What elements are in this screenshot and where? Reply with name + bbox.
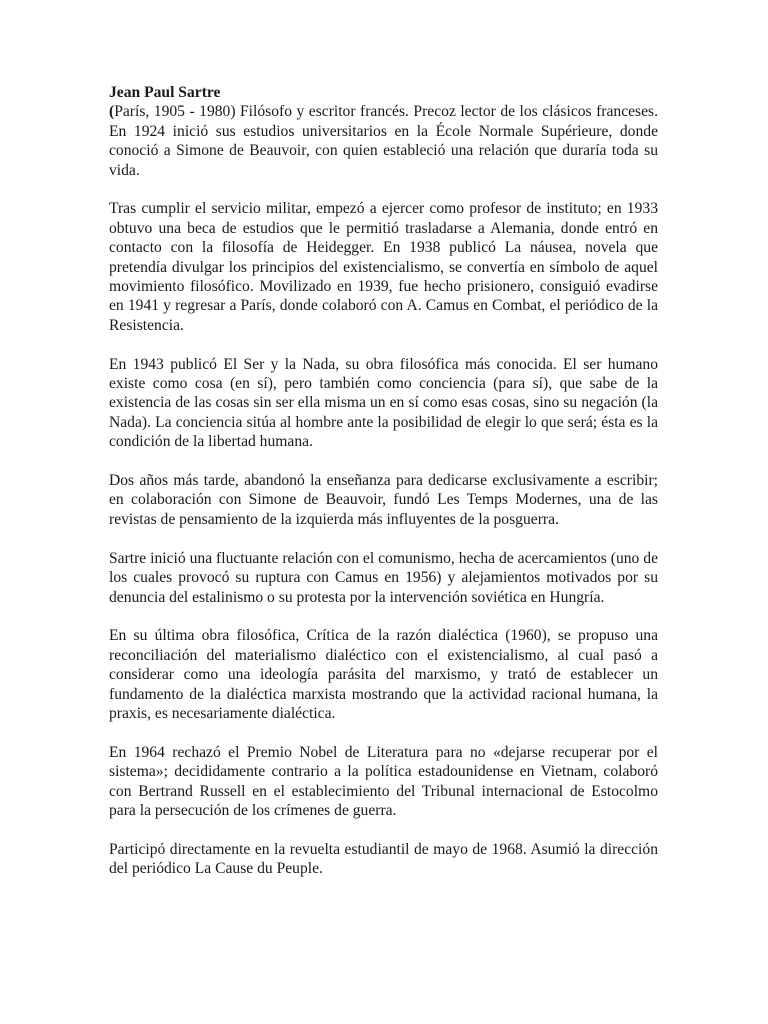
opening-parenthesis: ( (109, 103, 115, 121)
paragraph-8: Participó directamente en la revuelta estudiantil de mayo de 1968. Asumió la dirección del periódico La Cause du Peuple. (109, 840, 658, 878)
paragraph-1 (109, 102, 658, 180)
document-page (109, 83, 658, 898)
paragraph-6: En su última obra filosófica, Crítica de la razón dialéctica (1960), se propuso una reconciliación del materialismo dialéctico con el existencialismo, al cual pasó a considerar como una ideología parásita del marxismo, y trató de establecer un fundamento de la dialéctica marxista mostrando que la actividad racional humana, la praxis, es necesariamente dialéctica. (109, 627, 658, 722)
document-title: Jean Paul Sartre (109, 84, 221, 101)
paragraph-3: En 1943 publicó El Ser y la Nada, su obra filosófica más conocida. El ser humano existe como cosa (en sí), pero también como conciencia (para sí), que sabe de la existencia de las cosas sin ser ella misma un en sí como esas cosas, sino su negación (la Nada). La conciencia sitúa al hombre ante la posibilidad de elegir lo que será; ésta es la condición de la libertad humana. (109, 355, 658, 451)
paragraph-7: En 1964 rechazó el Premio Nobel de Literatura para no «dejarse recuperar por el sistema»; decididamente contrario a la política estadounidense en Vietnam, colaboró con Bertrand Russell en el establecimiento del Tribunal internacional de Estocolmo para la persecución de los crímenes de guerra. (109, 743, 658, 819)
paragraph-5: Sartre inició una fluctuante relación con el comunismo, hecha de acercamientos (uno de los cuales provocó su ruptura con Camus en 1956) y alejamientos motivados por su denuncia del estalinismo o su protesta por la intervención soviética en Hungría. (109, 549, 658, 606)
paragraph-1-text: París, 1905 - 1980) Filósofo y escritor francés. Precoz lector de los clásicos franceses. En 1924 inició sus estudios universitarios en la École Normale Supérieure, donde conoció a Simone de Beauvoir, con quien estableció una relación que duraría toda su vida. (109, 103, 658, 179)
paragraph-2: Tras cumplir el servicio militar, empezó a ejercer como profesor de instituto; en 1933 obtuvo una beca de estudios que le permitió trasladarse a Alemania, donde entró en contacto con la filosofía de Heidegger. En 1938 publicó La náusea, novela que pretendía divulgar los principios del existencialismo, se convertía en símbolo de aquel movimiento filosófico. Movilizado en 1939, fue hecho prisionero, consiguió evadirse en 1941 y regresar a París, donde colaboró con A. Camus en Combat, el periódico de la Resistencia. (109, 200, 658, 334)
paragraph-4: Dos años más tarde, abandonó la enseñanza para dedicarse exclusivamente a escribir; en colaboración con Simone de Beauvoir, fundó Les Temps Modernes, una de las revistas de pensamiento de la izquierda más influyentes de la posguerra. (109, 472, 658, 528)
